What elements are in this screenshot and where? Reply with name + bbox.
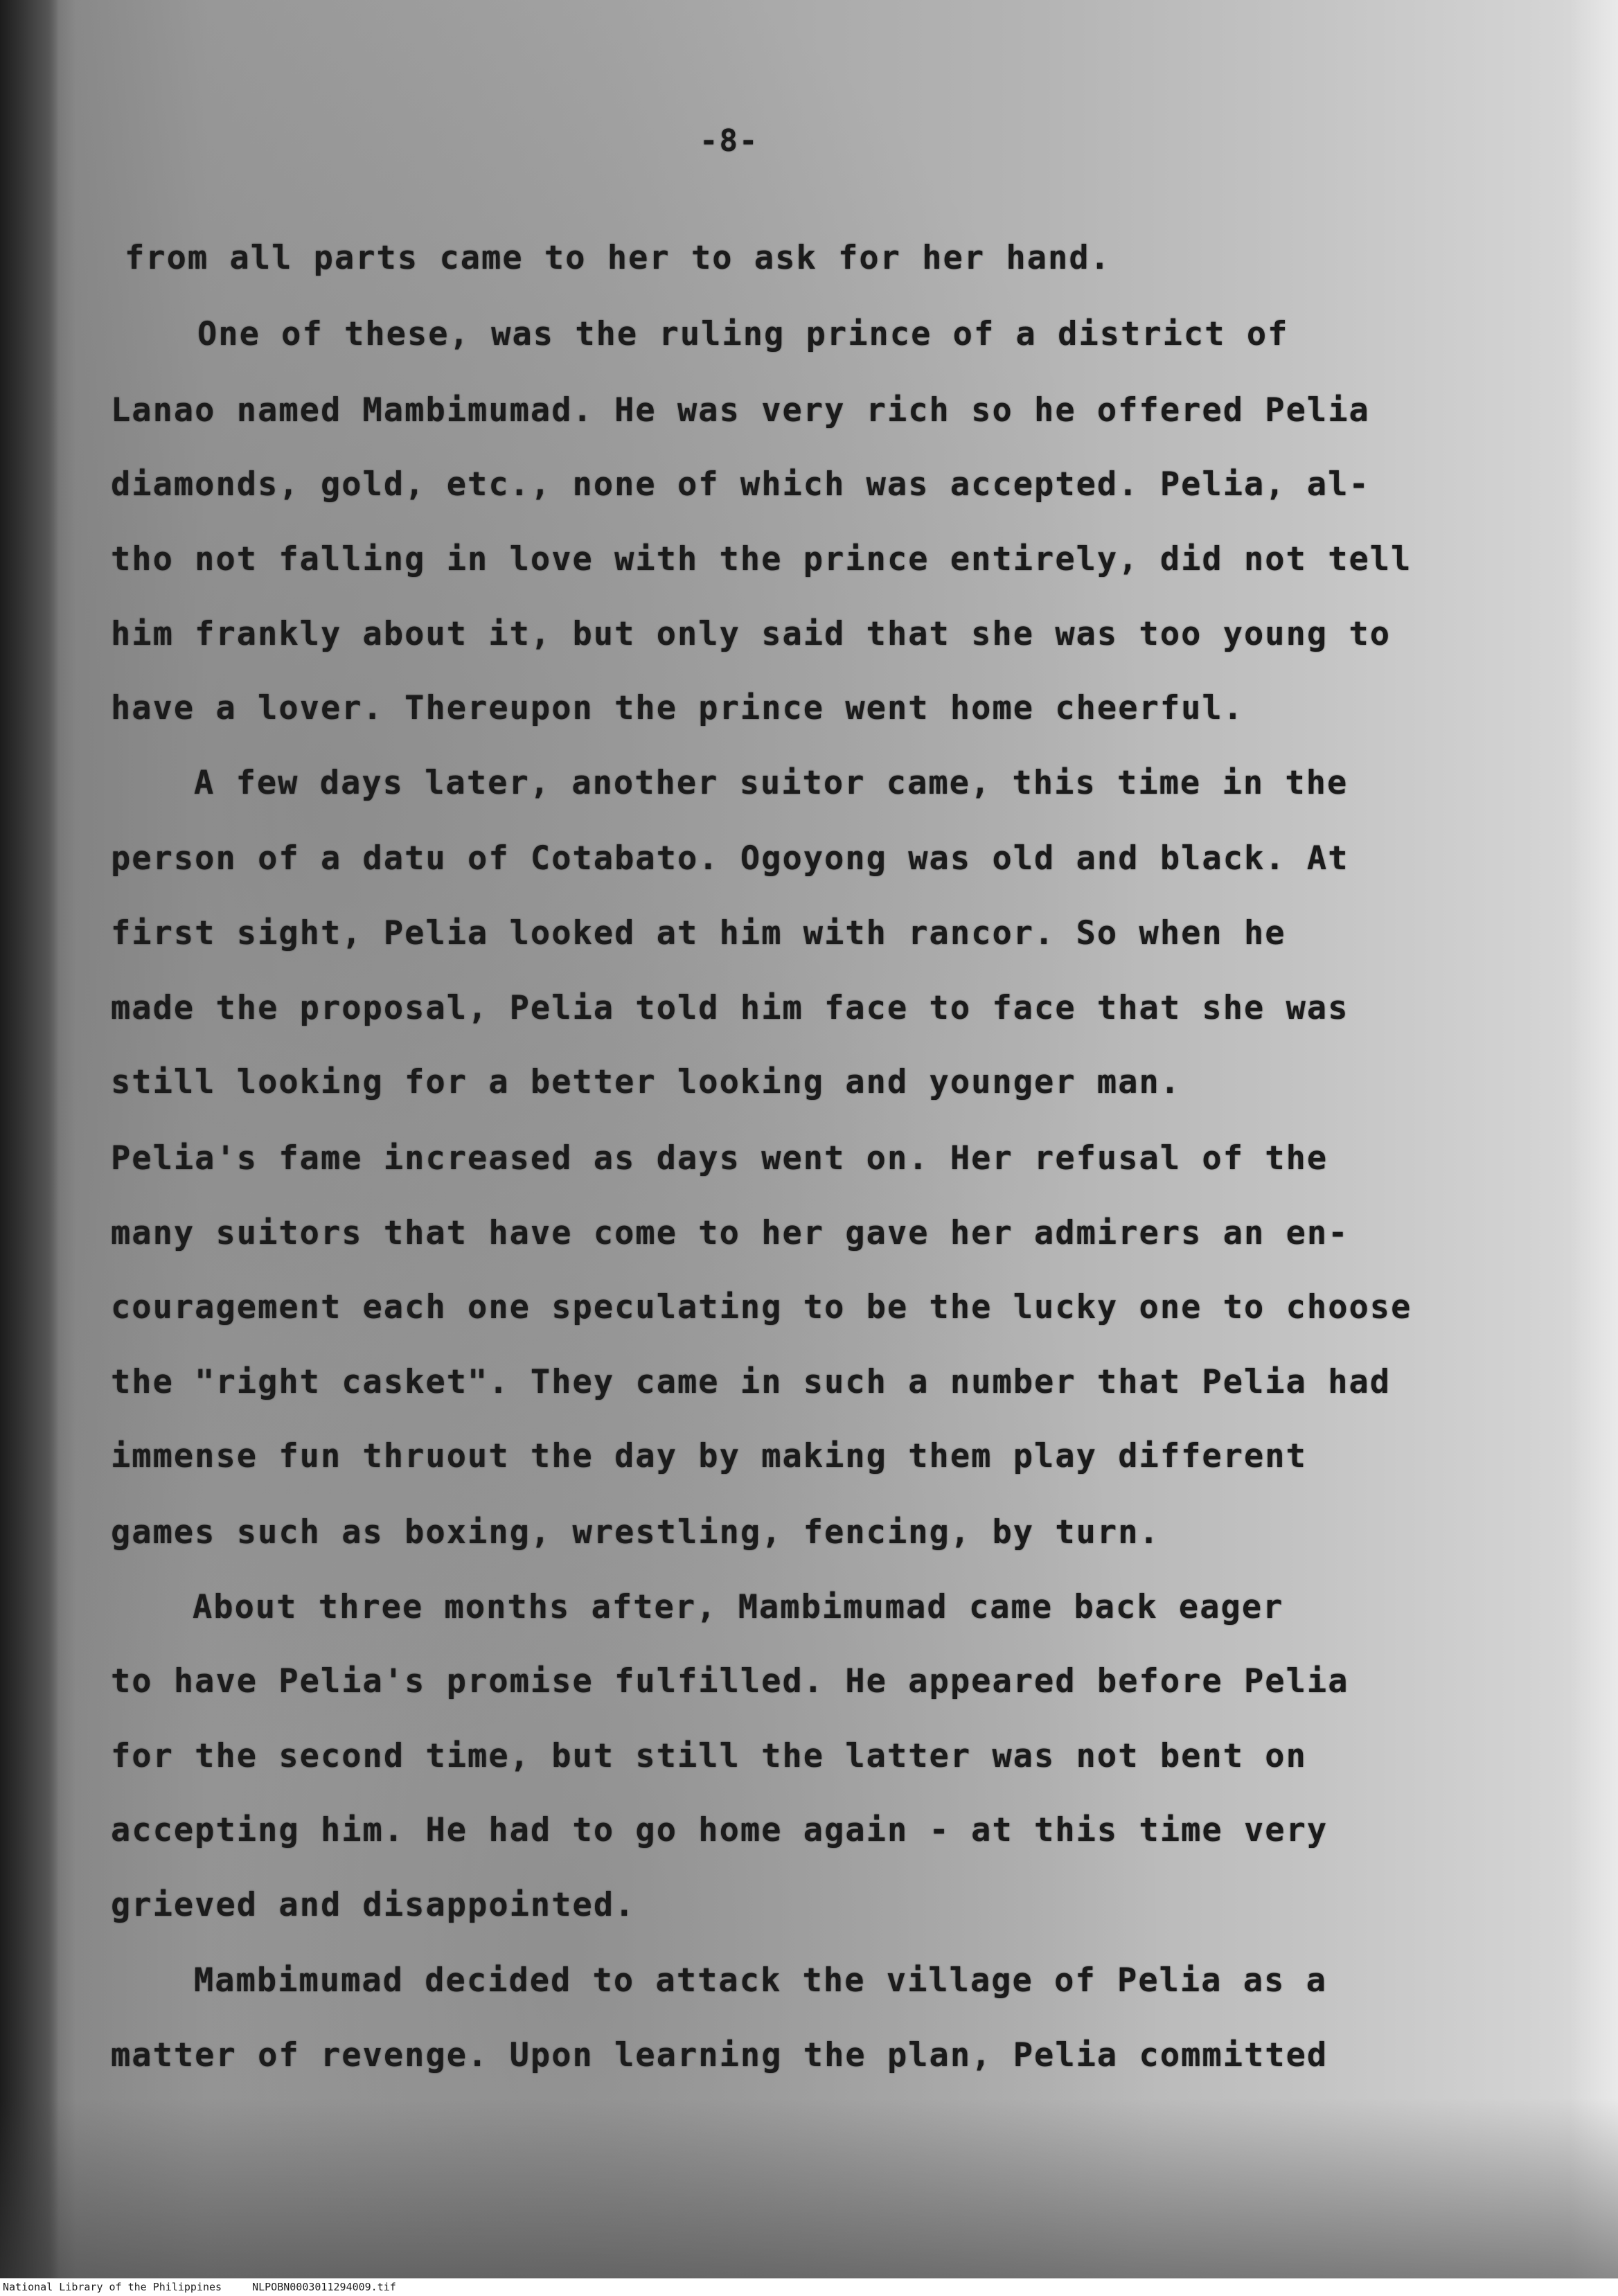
scan-footer [0,2278,1618,2296]
text-line: him frankly about it, but only said that she was too young to [111,615,1392,653]
text-line: made the proposal, Pelia told him face to face that she was [111,989,1349,1027]
text-line: the "right casket". They came in such a number that Pelia had [111,1363,1392,1401]
text-line: for the second time, but still the latter was not bent on [111,1737,1307,1775]
text-line: tho not falling in love with the prince entirely, did not tell [111,540,1412,578]
text-line: matter of revenge. Upon learning the plan, Pelia committed [111,2036,1328,2074]
text-line: to have Pelia's promise fulfilled. He appeared before Pelia [111,1662,1349,1700]
text-line: couragement each one speculating to be the lucky one to choose [111,1288,1412,1326]
text-line: diamonds, gold, etc., none of which was accepted. Pelia, al- [111,465,1370,504]
text-line: Lanao named Mambimumad. He was very rich so he offered Pelia [111,391,1370,429]
page-number: -8- [700,123,759,159]
text-line: games such as boxing, wrestling, fencing, by turn. [111,1513,1160,1551]
text-line: first sight, Pelia looked at him with rancor. So when he [111,914,1286,952]
footer-caption [3,2281,396,2293]
footer-file-id: NLPOBN0003011294009.tif [252,2281,396,2293]
text-line: A few days later, another suitor came, this time in the [194,764,1349,802]
text-line: Pelia's fame increased as days went on. Her refusal of the [111,1139,1328,1177]
text-line: still looking for a better looking and younger man. [111,1063,1182,1101]
text-line: have a lover. Thereupon the prince went home cheerful. [111,689,1245,727]
text-line: grieved and disappointed. [111,1886,636,1924]
text-line: About three months after, Mambimumad came back eager [193,1588,1284,1626]
text-line: immense fun thruout the day by making them play different [111,1437,1307,1475]
text-line: from all parts came to her to ask for her hand. [125,239,1111,277]
text-line: Mambimumad decided to attack the village of Pelia as a [194,1961,1328,2000]
text-line: person of a datu of Cotabato. Ogoyong was old and black. At [111,839,1349,878]
text-line: accepting him. He had to go home again - at this time very [111,1811,1328,1849]
text-line: many suitors that have come to her gave her admirers an en- [111,1214,1349,1252]
footer-library: National Library of the Philippines [3,2281,222,2293]
text-line: One of these, was the ruling prince of a district of [197,315,1289,353]
